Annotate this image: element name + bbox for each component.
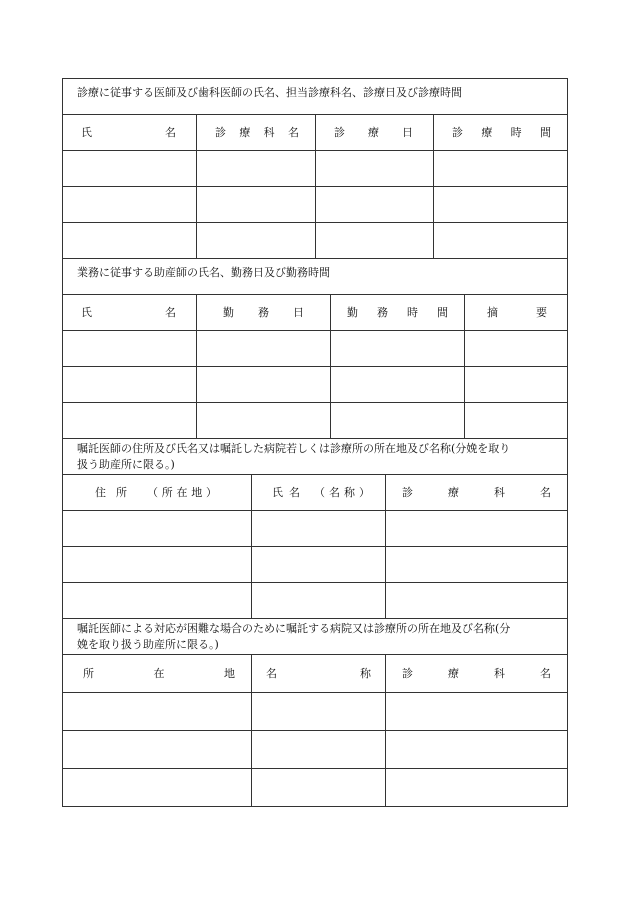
header-char: 名 (287, 125, 299, 139)
section-title-row (63, 259, 568, 295)
table-cell[interactable] (197, 151, 316, 187)
section-title-line-2: 扱う助産所に限る。) (77, 458, 175, 471)
table-cell[interactable] (63, 769, 252, 807)
header-char: 日 (402, 125, 413, 139)
table-cell[interactable] (63, 731, 252, 769)
table-cell[interactable] (252, 583, 386, 619)
header-char: 務 (258, 305, 269, 319)
col-header-name (63, 125, 196, 141)
col-header-remarks (465, 305, 567, 321)
header-char: 診 (402, 485, 413, 499)
header-char: 地 (191, 485, 203, 499)
header-char: 要 (536, 305, 547, 319)
header-char: 時 (407, 305, 418, 319)
header-char: 名 (540, 666, 551, 680)
table-cell[interactable] (63, 547, 252, 583)
header-char: 療 (239, 125, 251, 139)
header-row (63, 655, 568, 693)
header-char: 地 (224, 666, 235, 680)
header-char: 摘 (487, 305, 498, 319)
table-cell[interactable] (386, 583, 568, 619)
header-char: 療 (448, 666, 459, 680)
col-header-address (63, 485, 251, 501)
header-char: 間 (437, 305, 448, 319)
table-row (63, 367, 568, 403)
section-title: 業務に従事する助産師の氏名、勤務日及び勤務時間 (63, 259, 568, 295)
header-char: 名 (266, 666, 277, 680)
table-cell[interactable] (316, 151, 434, 187)
registration-form (62, 78, 567, 807)
table-cell[interactable] (63, 693, 252, 731)
table-cell[interactable] (331, 367, 465, 403)
header-char: 療 (368, 125, 379, 139)
header-char: 務 (377, 305, 388, 319)
table-row (63, 547, 568, 583)
table-cell[interactable] (386, 693, 568, 731)
table-cell[interactable] (197, 331, 331, 367)
table-cell[interactable] (252, 547, 386, 583)
col-header-department (386, 485, 567, 501)
table-cell[interactable] (331, 403, 465, 439)
header-char: 在 (176, 485, 188, 499)
header-char: 名 (329, 485, 340, 499)
section-title: 診療に従事する医師及び歯科医師の氏名、担当診療科名、診療日及び診療時間 (63, 79, 568, 115)
header-char: 療 (481, 125, 493, 139)
header-char: 診 (402, 666, 413, 680)
table-cell[interactable] (197, 403, 331, 439)
table-row (63, 223, 568, 259)
col-header-name-title (252, 485, 385, 501)
col-header-location (63, 666, 251, 682)
header-char: 間 (539, 125, 551, 139)
section-title (63, 439, 568, 475)
table-cell[interactable] (386, 731, 568, 769)
header-char: 氏 (272, 485, 283, 499)
table-cell[interactable] (63, 403, 197, 439)
table-row (63, 331, 568, 367)
header-char: 所 (83, 666, 94, 680)
table-cell[interactable] (197, 223, 316, 259)
table-cell[interactable] (316, 187, 434, 223)
header-char: 診 (334, 125, 345, 139)
header-char: 称 (360, 666, 371, 680)
section-title (63, 619, 568, 655)
header-char: 療 (448, 485, 459, 499)
table-row (63, 693, 568, 731)
table-cell[interactable] (63, 511, 252, 547)
section-title-line-1: 嘱託医師の住所及び氏名又は嘱託した病院若しくは診療所の所在地及び名称(分娩を取り (77, 442, 511, 455)
midwife-table (62, 258, 568, 439)
header-char: 在 (153, 666, 165, 680)
section-title-row (63, 619, 568, 655)
header-char: 名 (540, 485, 551, 499)
col-header-day (316, 125, 433, 141)
table-cell[interactable] (465, 331, 568, 367)
section-title-row (63, 79, 568, 115)
table-row (63, 403, 568, 439)
backup-hospital-table (62, 618, 568, 807)
table-cell[interactable] (63, 583, 252, 619)
table-cell[interactable] (252, 731, 386, 769)
table-cell[interactable] (316, 223, 434, 259)
table-cell[interactable] (63, 187, 197, 223)
header-char: 氏 (81, 305, 92, 319)
header-char: 住 (95, 485, 106, 499)
section-title-row (63, 439, 568, 475)
header-char: 名 (289, 485, 300, 499)
col-header-name (63, 305, 196, 321)
col-header-title (252, 666, 385, 682)
table-cell[interactable] (63, 331, 197, 367)
table-row (63, 769, 568, 807)
header-char: 科 (494, 485, 505, 499)
header-char: 氏 (81, 125, 92, 139)
header-char: 所 (161, 485, 173, 499)
header-char: 勤 (223, 305, 234, 319)
table-row (63, 151, 568, 187)
table-cell[interactable] (252, 693, 386, 731)
header-char: 勤 (347, 305, 358, 319)
table-cell[interactable] (386, 547, 568, 583)
header-char: （ (147, 485, 158, 499)
header-char: 科 (494, 666, 505, 680)
section-title-line-2: 娩を取り扱う助産所に限る。) (77, 638, 219, 651)
table-cell[interactable] (465, 403, 568, 439)
section-title-line-1: 嘱託医師による対応が困難な場合のために嘱託する病院又は診療所の所在地及び名称(分 (77, 622, 511, 635)
header-char: 名 (165, 125, 176, 139)
col-header-work-day (197, 305, 330, 321)
table-cell[interactable] (434, 187, 568, 223)
table-cell[interactable] (252, 769, 386, 807)
table-row (63, 731, 568, 769)
header-char: ） (359, 485, 370, 499)
table-cell[interactable] (434, 151, 568, 187)
header-char: （ (314, 485, 325, 499)
header-char: 診 (215, 125, 226, 139)
table-cell[interactable] (386, 769, 568, 807)
table-cell[interactable] (386, 511, 568, 547)
header-row (63, 295, 568, 331)
table-cell[interactable] (252, 511, 386, 547)
header-char: 称 (344, 485, 355, 499)
commissioned-physician-table (62, 438, 568, 619)
table-cell[interactable] (434, 223, 568, 259)
table-cell[interactable] (63, 151, 197, 187)
header-row (63, 115, 568, 151)
header-char: 時 (510, 125, 522, 139)
header-char: 診 (452, 125, 463, 139)
col-header-department (386, 666, 567, 682)
col-header-hours (434, 125, 567, 141)
header-char: ） (206, 485, 217, 499)
header-row (63, 475, 568, 511)
table-row (63, 583, 568, 619)
table-cell[interactable] (331, 331, 465, 367)
col-header-work-hours (331, 305, 464, 321)
col-header-department (197, 125, 315, 141)
table-cell[interactable] (197, 187, 316, 223)
table-row (63, 187, 568, 223)
table-cell[interactable] (63, 367, 197, 403)
table-row (63, 511, 568, 547)
table-cell[interactable] (197, 367, 331, 403)
table-cell[interactable] (465, 367, 568, 403)
physician-table (62, 78, 568, 259)
header-char: 科 (263, 125, 275, 139)
header-char: 所 (116, 485, 127, 499)
header-char: 名 (165, 305, 176, 319)
table-cell[interactable] (63, 223, 197, 259)
header-char: 日 (293, 305, 304, 319)
